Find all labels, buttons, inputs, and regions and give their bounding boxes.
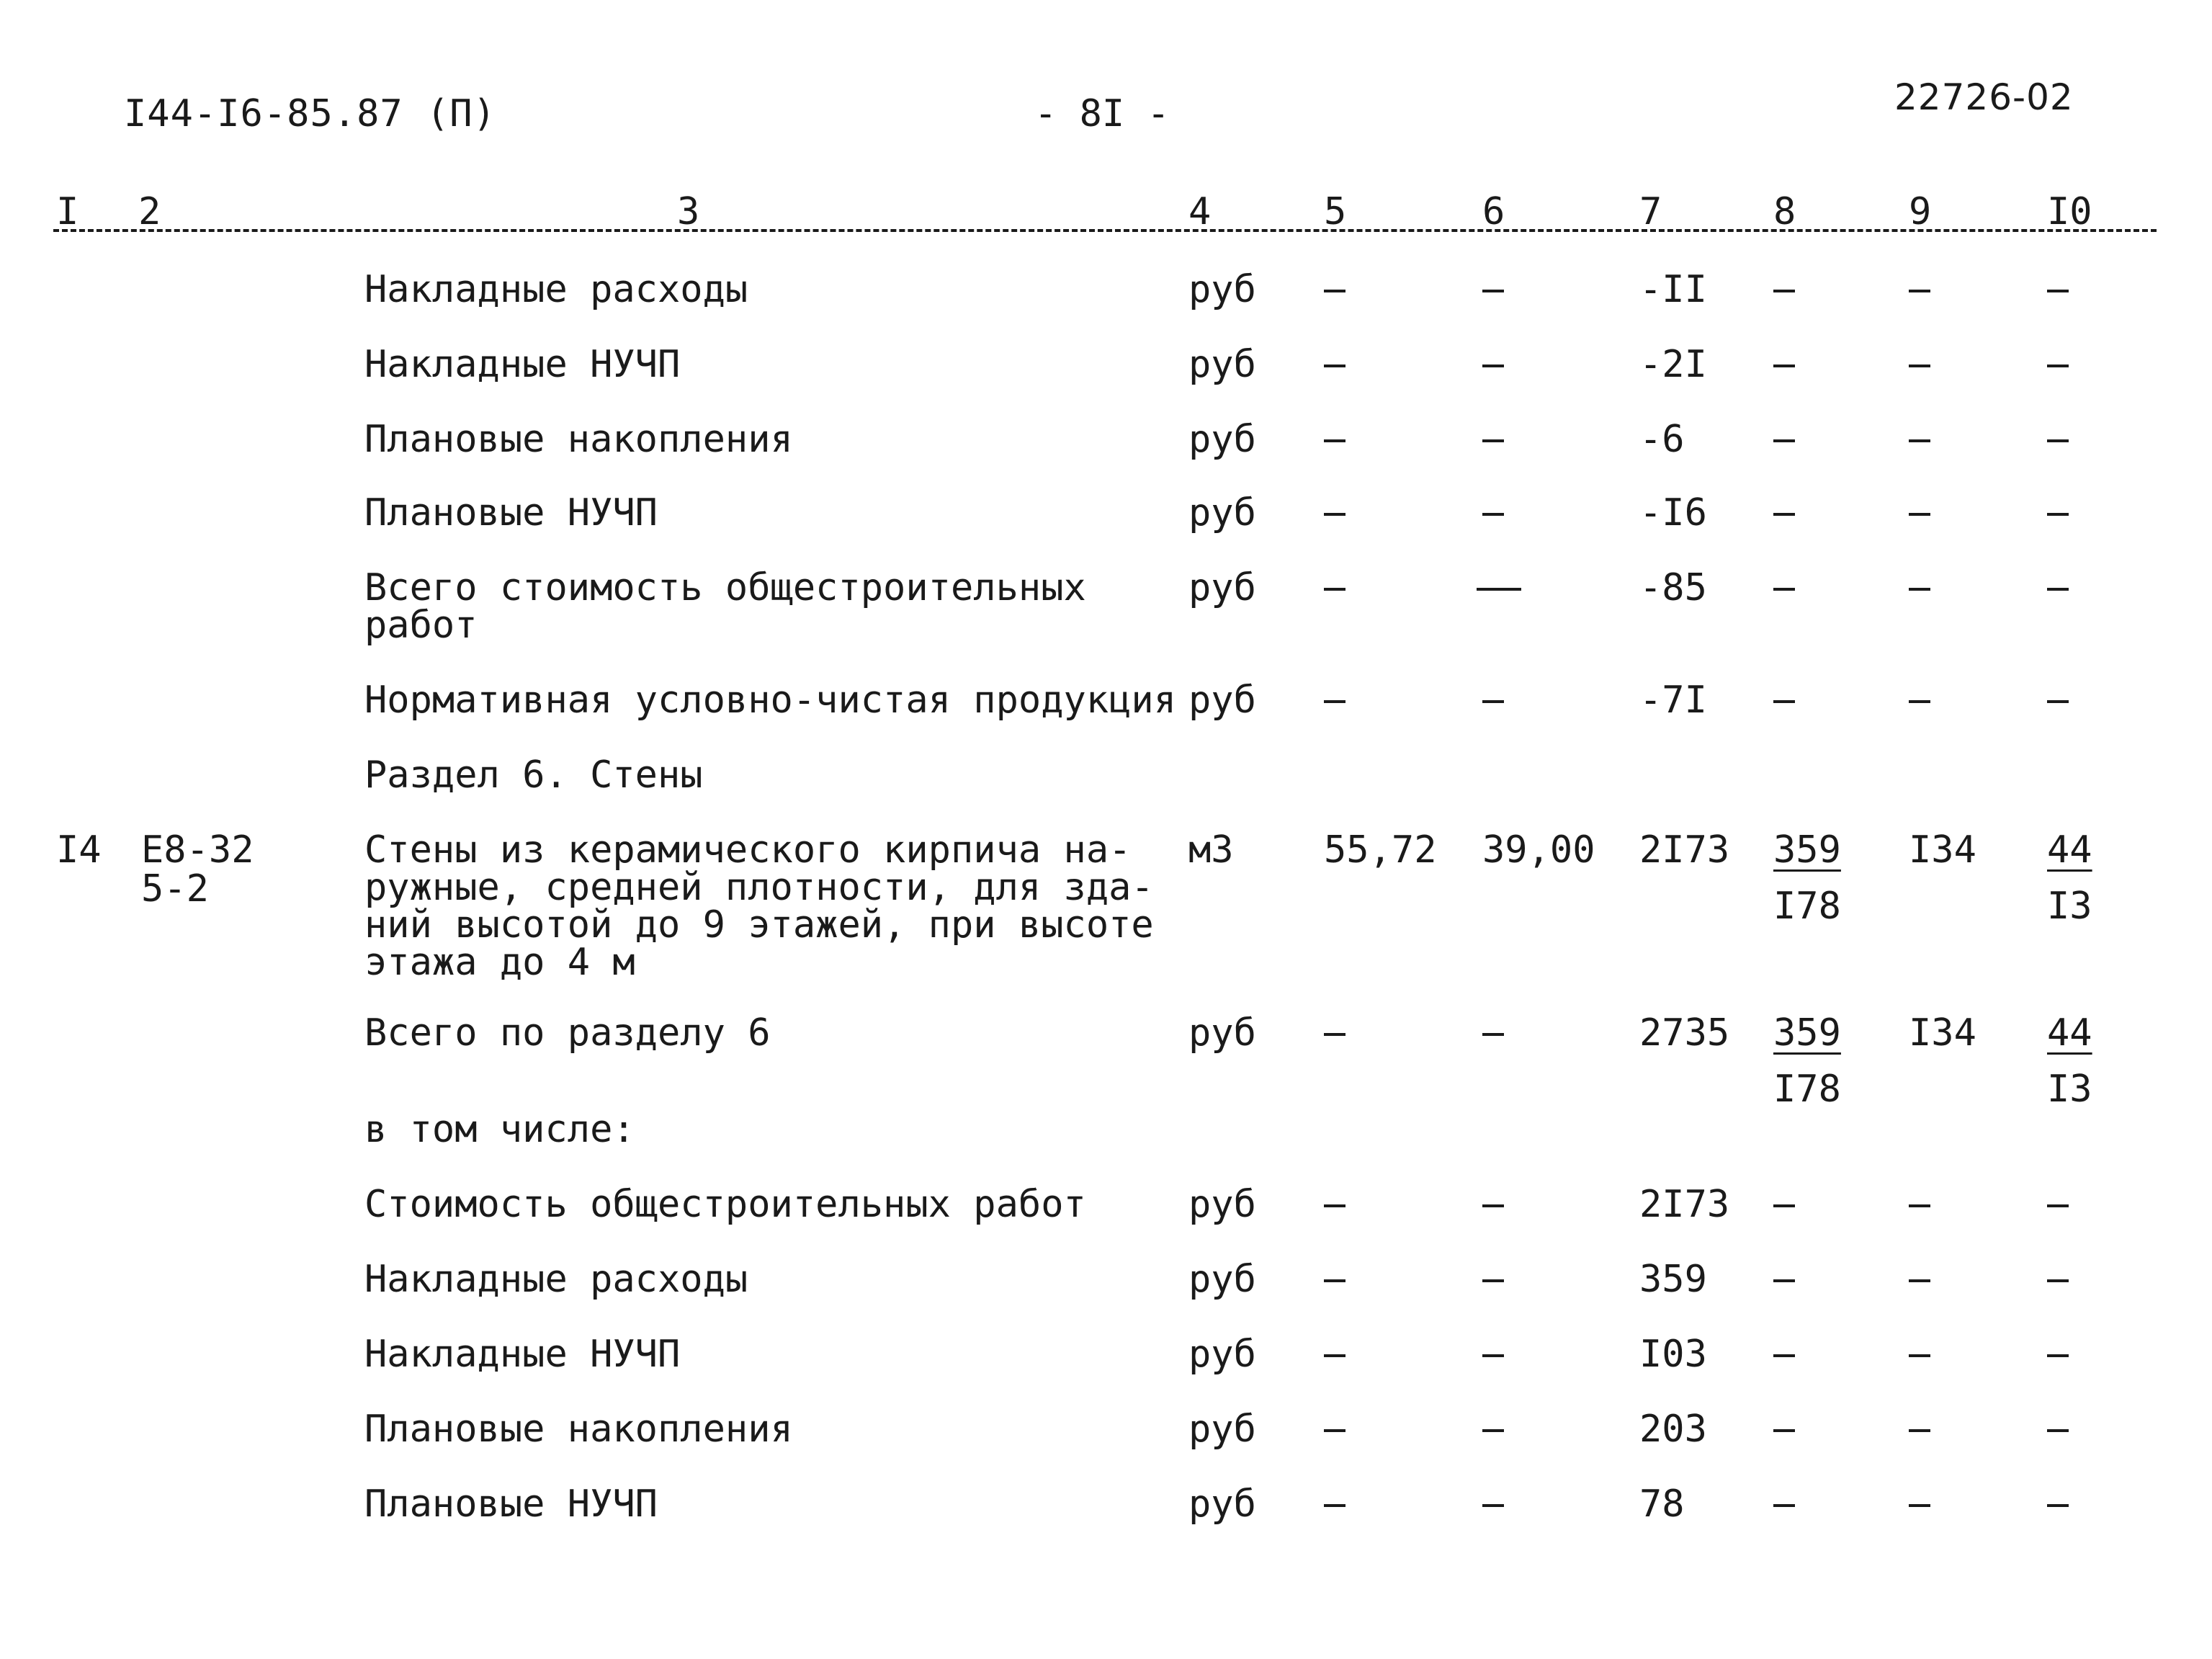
empty-cell-dash (1324, 700, 1345, 703)
empty-cell-dash (1773, 1429, 1795, 1432)
empty-cell-dash (1482, 439, 1504, 442)
stamp-number: 22726-02 (1894, 76, 2074, 118)
row-name: Плановые НУЧП (364, 491, 658, 535)
document-code: I44-I6-85.87 (П) (124, 92, 496, 135)
empty-cell-dash (2047, 1279, 2069, 1282)
empty-cell-dash (1482, 1204, 1504, 1207)
empty-cell-dash (1482, 513, 1504, 516)
empty-cell-dash (1909, 1279, 1930, 1282)
empty-cell-dash (1324, 365, 1345, 367)
row-value: -2I (1639, 343, 1707, 386)
empty-cell-dash (2047, 290, 2069, 292)
item-code-line2: 5-2 (141, 867, 209, 911)
item-desc-line3: ний высотой до 9 этажей, при высоте (364, 903, 1154, 947)
row-value: -II (1639, 268, 1707, 311)
empty-cell-dash (1482, 1354, 1504, 1357)
column-header-7: 7 (1639, 190, 1662, 233)
empty-cell-dash (2047, 1204, 2069, 1207)
empty-cell-dash (1324, 1504, 1345, 1507)
row-unit: руб (1188, 1183, 1256, 1226)
item-unit: м3 (1188, 828, 1234, 872)
empty-cell-dash (1909, 1429, 1930, 1432)
column-header-3: 3 (677, 190, 700, 233)
row-value: -6 (1639, 418, 1685, 461)
empty-cell-dash (1773, 1354, 1795, 1357)
empty-cell-dash (1324, 439, 1345, 442)
total-col8-denominator: I78 (1773, 1068, 1841, 1111)
empty-cell-dash (1909, 588, 1930, 591)
item-col7: 2I73 (1639, 828, 1730, 872)
column-header-1: I (56, 190, 79, 233)
item-col9: I34 (1909, 828, 1976, 872)
empty-cell-dash (1482, 290, 1504, 292)
empty-cell-dash (1482, 365, 1504, 367)
row-unit: руб (1188, 1408, 1256, 1451)
row-name-line2: работ (364, 604, 478, 647)
item-code-line1: Е8-32 (141, 828, 254, 872)
total-name: Всего по разделу 6 (364, 1011, 771, 1055)
row-value: -I6 (1639, 491, 1707, 535)
empty-cell-dash (1324, 1033, 1345, 1036)
empty-cell-dash (1773, 513, 1795, 516)
empty-cell-dash (1482, 1279, 1504, 1282)
item-col5: 55,72 (1324, 828, 1437, 872)
empty-cell-dash (2047, 700, 2069, 703)
row-name: Плановые накопления (364, 418, 793, 461)
page-number: - 8I - (1034, 92, 1170, 135)
item-col10-denominator: I3 (2047, 885, 2092, 928)
empty-cell-dash (1482, 1429, 1504, 1432)
row-name-line1: Всего стоимость общестроительных (364, 566, 1086, 609)
row-unit: руб (1188, 566, 1256, 609)
item-desc-line2: ружные, средней плотности, для зда- (364, 866, 1154, 909)
row-unit: руб (1188, 1333, 1256, 1376)
row-value: 2I73 (1639, 1183, 1730, 1226)
empty-cell-dash (1482, 1504, 1504, 1507)
row-name: Накладные расходы (364, 1258, 748, 1301)
total-col9: I34 (1909, 1011, 1976, 1055)
empty-cell-dash (1482, 700, 1504, 703)
total-col8-numerator: 359 (1773, 1011, 1841, 1055)
empty-cell-dash (1324, 1354, 1345, 1357)
row-unit: руб (1188, 268, 1256, 311)
empty-cell-dash (1909, 439, 1930, 442)
empty-cell-dash (1909, 365, 1930, 367)
empty-cell-dash (1773, 1504, 1795, 1507)
empty-cell-dash (2047, 439, 2069, 442)
row-value: 78 (1639, 1483, 1685, 1526)
row-unit: руб (1188, 418, 1256, 461)
empty-cell-dash (1909, 1204, 1930, 1207)
empty-cell-dash (2047, 365, 2069, 367)
empty-cell-dash (1773, 588, 1795, 591)
total-unit: руб (1188, 1011, 1256, 1055)
empty-cell-dash (1477, 588, 1521, 591)
empty-cell-dash (1909, 513, 1930, 516)
empty-cell-dash (1324, 1429, 1345, 1432)
column-header-6: 6 (1482, 190, 1505, 233)
row-name: Нормативная условно-чистая продукция (364, 679, 1177, 722)
empty-cell-dash (2047, 588, 2069, 591)
column-header-2: 2 (138, 190, 161, 233)
row-unit: руб (1188, 491, 1256, 535)
empty-cell-dash (1324, 588, 1345, 591)
item-col8-denominator: I78 (1773, 885, 1841, 928)
empty-cell-dash (1324, 1204, 1345, 1207)
item-col8-numerator: 359 (1773, 828, 1841, 872)
empty-cell-dash (1773, 1204, 1795, 1207)
total-col7: 2735 (1639, 1011, 1730, 1055)
row-value: I03 (1639, 1333, 1707, 1376)
column-header-8: 8 (1773, 190, 1796, 233)
row-value: 359 (1639, 1258, 1707, 1301)
empty-cell-dash (1324, 290, 1345, 292)
column-header-5: 5 (1324, 190, 1347, 233)
row-name: Накладные НУЧП (364, 343, 681, 386)
section-title: Раздел 6. Стены (364, 754, 703, 797)
empty-cell-dash (1909, 290, 1930, 292)
empty-cell-dash (1773, 365, 1795, 367)
empty-cell-dash (2047, 1504, 2069, 1507)
column-header-9: 9 (1909, 190, 1932, 233)
empty-cell-dash (1482, 1033, 1504, 1036)
item-col6: 39,00 (1482, 828, 1595, 872)
header-rule (53, 229, 2157, 232)
total-col10-denominator: I3 (2047, 1068, 2092, 1111)
empty-cell-dash (2047, 513, 2069, 516)
empty-cell-dash (2047, 1429, 2069, 1432)
column-header-4: 4 (1188, 190, 1212, 233)
row-value: 203 (1639, 1408, 1707, 1451)
column-header-10: I0 (2047, 190, 2092, 233)
empty-cell-dash (1773, 290, 1795, 292)
row-unit: руб (1188, 679, 1256, 722)
row-name: Накладные расходы (364, 268, 748, 311)
empty-cell-dash (1773, 439, 1795, 442)
item-col10-numerator: 44 (2047, 828, 2092, 872)
empty-cell-dash (1324, 1279, 1345, 1282)
including-label: в том числе: (364, 1108, 635, 1151)
row-name: Плановые НУЧП (364, 1483, 658, 1526)
row-name: Накладные НУЧП (364, 1333, 681, 1376)
row-name: Плановые накопления (364, 1408, 793, 1451)
empty-cell-dash (1773, 700, 1795, 703)
total-col10-numerator: 44 (2047, 1011, 2092, 1055)
empty-cell-dash (1324, 513, 1345, 516)
empty-cell-dash (1909, 1354, 1930, 1357)
row-name: Стоимость общестроительных работ (364, 1183, 1086, 1226)
row-value: -85 (1639, 566, 1707, 609)
item-number: I4 (56, 828, 102, 872)
item-desc-line4: этажа до 4 м (364, 941, 635, 984)
empty-cell-dash (1909, 1504, 1930, 1507)
empty-cell-dash (1773, 1279, 1795, 1282)
item-desc-line1: Стены из керамического кирпича на- (364, 828, 1132, 872)
row-unit: руб (1188, 1258, 1256, 1301)
row-unit: руб (1188, 1483, 1256, 1526)
empty-cell-dash (2047, 1354, 2069, 1357)
row-unit: руб (1188, 343, 1256, 386)
row-value: -7I (1639, 679, 1707, 722)
empty-cell-dash (1909, 700, 1930, 703)
